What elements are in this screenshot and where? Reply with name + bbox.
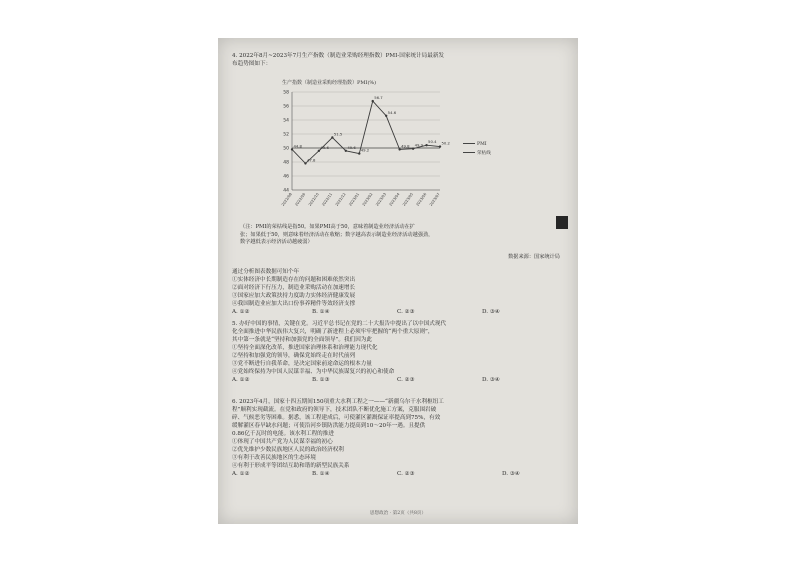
data-source: 数据来源：国家统计局 [508, 254, 560, 260]
y-tick-label: 44 [283, 188, 289, 194]
q4-stem: 通过分析图表数据可知个年 [232, 269, 300, 275]
x-tick-label: 2022/10 [307, 192, 320, 207]
statement: ③有利于改善民族地区的生态环境 [232, 455, 316, 461]
legend-label: 荣枯线 [477, 151, 491, 156]
statement: ②优先维护少数民族地区人民的政治经济权利 [232, 447, 344, 453]
q5-line: 5. 办好中国的事情，关键在党。习近平总书记在党的二十大报告中提出了以中国式现代 [232, 321, 447, 327]
option-b[interactable]: B. ①③ [312, 377, 330, 383]
question-4-header [232, 52, 568, 68]
data-label: 44.8 [293, 143, 302, 149]
q4-line: 4. 2022年8月~2023年7月生产指数（制造业采购经理指数）PMI-国家统计局最新发 [232, 53, 445, 59]
y-tick-label: 58 [283, 90, 289, 96]
legend-swatch [463, 143, 475, 144]
page-footer: 思想政治 · 第2页（共8页） [369, 511, 427, 516]
option-c[interactable]: C. ②③ [397, 377, 415, 383]
x-tick-label: 2022/12 [334, 192, 347, 207]
q5-line: 其中第一条就是“坚持和加强党的全面领导”。我们因为此 [232, 337, 372, 343]
data-point [412, 148, 414, 150]
data-label: 47.8 [306, 157, 316, 163]
q6-line: 0.86亿千瓦时的电能。该水利工程的推进 [232, 431, 334, 437]
option-d[interactable]: D. ③④ [502, 471, 520, 477]
data-label: 51.5 [333, 131, 343, 137]
x-tick-label: 2023/06 [415, 192, 428, 207]
note-line: （注：PMI的荣枯线是指50。如果PMI高于50，意味着制造业经济活动在扩 [240, 224, 415, 230]
series-line-pmi [292, 101, 440, 163]
page-edge-marker [556, 216, 568, 229]
question-4-body [232, 268, 568, 316]
data-point [398, 148, 400, 150]
data-point [345, 150, 347, 152]
option-a[interactable]: A. ①② [232, 309, 250, 315]
data-label: 49.6 [320, 144, 329, 150]
data-label: 49.8 [401, 143, 410, 149]
data-label: 49.2 [360, 147, 370, 153]
statement: ①实体经济中长期制造存在的问题和困难依然突出 [232, 277, 356, 283]
statement: ③国家应加大政策扶持力度助力实体经济健康发展 [232, 293, 356, 299]
options-row [232, 308, 568, 316]
data-point [425, 144, 427, 146]
y-tick-label: 54 [283, 118, 289, 124]
question-5 [232, 320, 568, 384]
option-d[interactable]: D. ③④ [482, 309, 500, 315]
x-tick-label: 2022/09 [294, 192, 307, 207]
option-d[interactable]: D. ③④ [482, 377, 500, 383]
data-point [318, 150, 320, 152]
chart-legend [463, 140, 491, 158]
x-tick-label: 2022/11 [321, 192, 334, 207]
question-6 [232, 398, 568, 478]
chart-note [240, 224, 560, 247]
statement: ④我国制造业应加大出口份事养精件等效经济支撑 [232, 301, 356, 307]
pmi-line-chart [260, 78, 450, 218]
legend-swatch [463, 152, 475, 153]
options-row [232, 376, 568, 384]
statement: ①体现了中国共产党为人民谋幸福的初心 [232, 439, 333, 445]
options-row [232, 470, 568, 478]
statement: ④有利于形成平等团结互助和谐的新型民族关系 [232, 463, 350, 469]
x-tick-label: 2023/03 [375, 192, 388, 207]
option-b[interactable]: B. ①④ [312, 309, 330, 315]
x-tick-label: 2023/02 [361, 192, 374, 207]
x-tick-label: 2023/01 [348, 192, 361, 207]
data-label: 50.4 [428, 139, 437, 145]
x-tick-label: 2023/05 [402, 192, 414, 207]
option-a[interactable]: A. ①② [232, 471, 250, 477]
note-line: 张；如果低于50，则意味着经济活动在收缩；数字越高表示制造业经济活动越强劲， [240, 231, 434, 238]
data-point [439, 145, 441, 147]
y-tick-label: 52 [283, 132, 289, 138]
x-tick-label: 2022/08 [280, 192, 293, 207]
option-c[interactable]: C. ②③ [397, 471, 415, 477]
statement: ①坚持全面深化改革，推进国家治理体系和治理能力现代化 [232, 345, 378, 351]
statement: ②面对经济下行压力，制造业采购活动在加速增长 [232, 285, 356, 291]
exam-sheet [218, 38, 578, 524]
data-point [358, 152, 360, 154]
q6-line: 碎、气候恶劣等困难。据悉，该工程建成后，可使灌区灌溉保证率提高到75%，有效 [232, 415, 441, 421]
y-tick-label: 48 [283, 160, 289, 166]
data-point [291, 148, 293, 150]
data-label: 49.6 [347, 144, 356, 150]
data-point [304, 162, 306, 164]
legend-item-pmi [463, 140, 491, 149]
statement: ③党不断进行自我革命，是决定国家前途命运的根本力量 [232, 361, 372, 367]
q6-line: 缓解灌区春旱缺水问题；可使沿河乡镇防洪能力提高到10～20年一遇。且提供 [232, 423, 426, 429]
q6-line: 程”顺利实现截流。在党和政府的领导下，技术团队不断优化施工方案，克服围岩破 [232, 407, 437, 413]
data-point [372, 100, 374, 102]
legend-label: PMI [477, 142, 487, 147]
y-tick-label: 56 [283, 104, 289, 110]
statement: ②坚持和加强党的领导，确保党始终走在时代前列 [232, 353, 356, 359]
x-tick-label: 2023/04 [388, 192, 401, 207]
data-label: 56.7 [374, 95, 383, 101]
chart-title: 生产指数（制造业采购经理指数）PMI(%) [282, 80, 377, 86]
option-c[interactable]: C. ②③ [397, 309, 415, 315]
data-point [331, 136, 333, 138]
option-a[interactable]: A. ①② [232, 377, 250, 383]
q4-line: 布趋势图如下： [232, 61, 272, 67]
option-b[interactable]: B. ①④ [312, 471, 330, 477]
x-tick-label: 2023/07 [428, 192, 441, 207]
y-tick-label: 46 [283, 174, 289, 180]
data-label: 54.6 [387, 109, 397, 115]
legend-item-threshold [463, 149, 491, 158]
q6-line: 6. 2023年4月，国家十四五期间150项重大水利工程之一——“新疆乌尔干水利枢纽工 [232, 399, 444, 405]
data-point [385, 115, 387, 117]
statement: ④党始终保持为中国人民谋幸福、为中华民族谋复兴的初心和使命 [232, 369, 395, 375]
data-label: 49.9 [414, 142, 424, 148]
y-tick-label: 50 [283, 146, 289, 152]
data-label: 50.2 [441, 140, 450, 146]
q5-line: 化全面推进中华民族伟大复兴，明确了新进程上必须牢牢把握的“两个重大原则”， [232, 329, 434, 335]
note-line: 数字越低表示经济活动越疲弱） [240, 239, 313, 245]
